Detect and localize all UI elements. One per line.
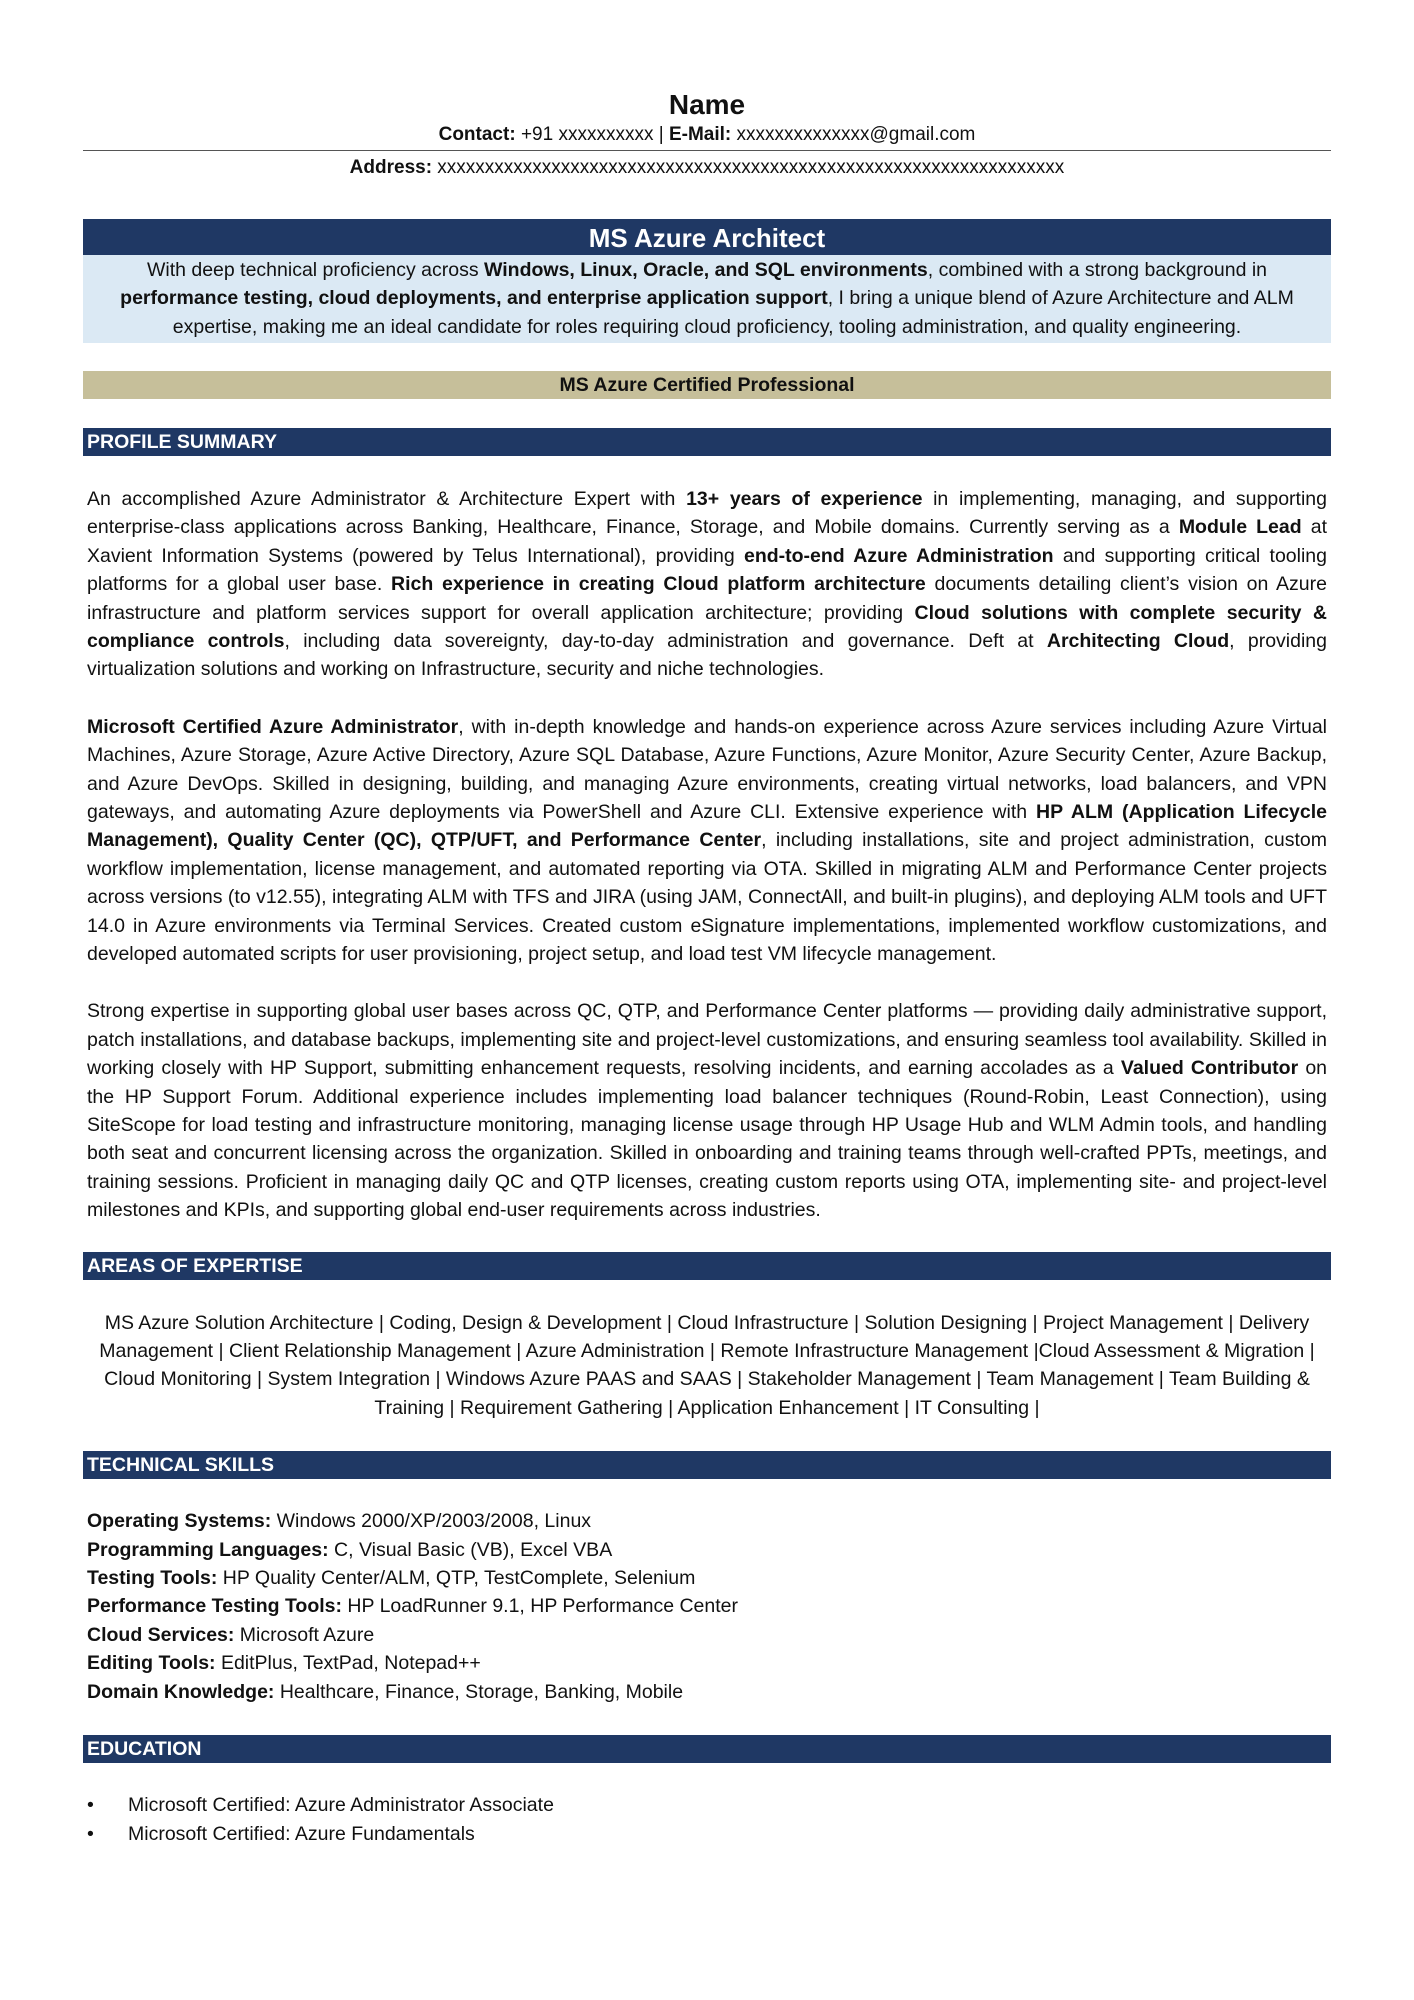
- para-text: Strong expertise in supporting global user bases across QC, QTP, and Performance Center platforms — providing daily administrative support, patch installations, and database backups, implementing site and project-level customizations, and ensuring seamless tool availability. Skilled in working closely with HP Support, submitting enhancement requests, resolving incidents, and earning accolades as a: [87, 1000, 1327, 1080]
- skill-label: Cloud Services:: [87, 1623, 235, 1646]
- intro-text: , I bring a unique blend of Azure Architecture and ALM expertise, making me an ideal candidate for roles requiring cloud proficiency, tooling administration, and quality engineering.: [172, 287, 1294, 338]
- contact-label: Contact:: [438, 124, 516, 145]
- section-header-areas-of-expertise: AREAS OF EXPERTISE: [83, 1252, 1331, 1280]
- education-item-text: Microsoft Certified: Azure Fundamentals: [128, 1822, 475, 1845]
- intro-summary: [83, 255, 1331, 343]
- para-text: at Xavient Information Systems (powered by Telus International), providing: [87, 516, 1327, 567]
- profile-paragraph-1: [83, 485, 1331, 684]
- para-text: , including installations, site and project administration, custom workflow implementation, license management, and automated reporting via OTA. Skilled in migrating ALM and Performance Center projects across versions (to v12.55), integrating ALM with TFS and JIRA (using JAM, ConnectAll, and built-in plugins), and deploying ALM tools and UFT 14.0 in Azure environments via Terminal Services. Created custom eSignature implementations, implemented workflow customizations, and developed automated scripts for user provisioning, project setup, and load test VM lifecycle management.: [87, 829, 1328, 965]
- skill-row: [87, 1507, 1331, 1535]
- header-divider: [83, 150, 1331, 151]
- skill-value: Microsoft Azure: [234, 1623, 375, 1646]
- skill-label: Domain Knowledge:: [87, 1680, 275, 1703]
- para-bold: Microsoft Certified Azure Administrator: [87, 715, 459, 738]
- address-label: Address:: [349, 157, 433, 178]
- bullet-icon: •: [87, 1794, 94, 1817]
- para-text: and supporting critical tooling platforms for a global user base.: [87, 544, 1327, 596]
- areas-of-expertise-list: MS Azure Solution Architecture | Coding, Design & Development | Cloud Infrastructure | Solution Designing | Project Management | Delivery Management | Client Relationship Management | Azure Administration | Remote Infrastructure Management |Cloud Assessment & Migration | Cloud Monitoring | System Integration | Windows Azure PAAS and SAAS | Stakeholder Management | Team Management | Team Building & Training | Requirement Gathering | Application Enhancement | IT Consulting |: [99, 1311, 1315, 1419]
- para-bold: HP ALM (Application Lifecycle Management), Quality Center (QC), QTP/UFT, and Performance Center: [87, 800, 1327, 852]
- certification-banner: MS Azure Certified Professional: [83, 371, 1331, 399]
- job-title-banner: MS Azure Architect: [83, 219, 1331, 255]
- email-value: xxxxxxxxxxxxxx@gmail.com: [731, 124, 976, 145]
- section-header-education: EDUCATION: [83, 1735, 1331, 1763]
- skill-row: [87, 1621, 1331, 1649]
- section-header-profile-summary: PROFILE SUMMARY: [83, 428, 1331, 456]
- para-bold: Rich experience in creating Cloud platform architecture: [391, 573, 926, 596]
- technical-skills-list: [83, 1507, 1331, 1706]
- skill-row: [87, 1536, 1331, 1564]
- para-bold: Cloud solutions with complete security & compliance controls: [87, 601, 1327, 652]
- para-bold: Architecting Cloud: [1046, 629, 1230, 652]
- education-item-text: Microsoft Certified: Azure Administrator Associate: [128, 1794, 554, 1817]
- skill-label: Testing Tools:: [87, 1567, 218, 1590]
- para-text: , with in-depth knowledge and hands-on experience across Azure services including Azure Virtual Machines, Azure Storage, Azure Active Directory, Azure SQL Database, Azure Functions, Azure Monitor, Azure Security Center, Azure Backup, and Azure DevOps. Skilled in designing, building, and managing Azure environments, creating virtual networks, load balancers, and VPN gateways, and automating Azure deployments via PowerShell and Azure CLI. Extensive experience with: [87, 715, 1327, 823]
- para-bold: Valued Contributor: [1120, 1057, 1299, 1080]
- candidate-name: Name: [668, 89, 746, 120]
- education-list: [83, 1791, 1331, 1848]
- skill-value: Healthcare, Finance, Storage, Banking, Mobile: [274, 1680, 684, 1703]
- skill-value: HP LoadRunner 9.1, HP Performance Center: [342, 1595, 738, 1618]
- skill-label: Editing Tools:: [87, 1652, 216, 1675]
- list-item: [87, 1791, 1331, 1819]
- section-header-technical-skills: TECHNICAL SKILLS: [83, 1451, 1331, 1479]
- contact-line: [83, 122, 1331, 148]
- skill-value: EditPlus, TextPad, Notepad++: [215, 1652, 481, 1675]
- bullet-icon: •: [87, 1822, 94, 1845]
- skill-value: HP Quality Center/ALM, QTP, TestComplete, Selenium: [217, 1567, 696, 1590]
- para-text: on the HP Support Forum. Additional experience includes implementing load balancer techniques (Round-Robin, Least Connection), using SiteScope for load testing and infrastructure monitoring, managing license usage through HP Usage Hub and WLM Admin tools, and handling both seat and concurrent licensing across the organization. Skilled in onboarding and training teams through well-crafted PPTs, meetings, and training sessions. Proficient in managing daily QC and QTP licenses, creating custom reports using OTA, implementing site- and project-level milestones and KPIs, and supporting global end-user requirements across industries.: [87, 1057, 1328, 1222]
- intro-text: , combined with a strong background in: [927, 259, 1268, 281]
- skill-row: [87, 1649, 1331, 1677]
- list-item: [87, 1820, 1331, 1848]
- para-bold: 13+ years of experience: [686, 487, 923, 510]
- para-text: documents detailing client’s vision on Azure infrastructure and platform services support for overall application architecture; providing: [87, 573, 1327, 624]
- para-text: in implementing, managing, and supporting enterprise-class applications across Banking, Healthcare, Finance, Storage, and Mobile domains. Currently serving as a: [87, 487, 1327, 539]
- para-text: , providing virtualization solutions and working on Infrastructure, security and niche technologies.: [87, 629, 1327, 681]
- address-value: xxxxxxxxxxxxxxxxxxxxxxxxxxxxxxxxxxxxxxxxxxxxxxxxxxxxxxxxxxxxxxxxxx: [432, 157, 1065, 178]
- profile-paragraph-3: [83, 997, 1331, 1224]
- intro-bold: performance testing, cloud deployments, and enterprise application support: [120, 287, 828, 310]
- skill-row: [87, 1678, 1331, 1706]
- profile-paragraph-2: [83, 713, 1331, 969]
- para-text: , including data sovereignty, day-to-day administration and governance. Deft at: [284, 629, 1047, 652]
- skill-label: Programming Languages:: [87, 1538, 329, 1561]
- skill-row: [87, 1592, 1331, 1620]
- resume-page: [83, 0, 1331, 1867]
- email-label: E-Mail:: [668, 124, 732, 145]
- address-line: [83, 154, 1331, 182]
- para-text: An accomplished Azure Administrator & Architecture Expert with: [87, 487, 687, 510]
- intro-text: With deep technical proficiency across: [146, 259, 485, 281]
- skill-label: Operating Systems:: [87, 1510, 272, 1533]
- skill-label: Performance Testing Tools:: [87, 1595, 342, 1618]
- intro-bold: Windows, Linux, Oracle, and SQL environments: [484, 259, 928, 281]
- para-bold: end-to-end Azure Administration: [743, 544, 1054, 567]
- skill-value: C, Visual Basic (VB), Excel VBA: [328, 1538, 613, 1561]
- skill-value: Windows 2000/XP/2003/2008, Linux: [271, 1510, 592, 1533]
- contact-value: +91 xxxxxxxxxx |: [515, 124, 669, 145]
- skill-row: [87, 1564, 1331, 1592]
- para-bold: Module Lead: [1178, 516, 1302, 539]
